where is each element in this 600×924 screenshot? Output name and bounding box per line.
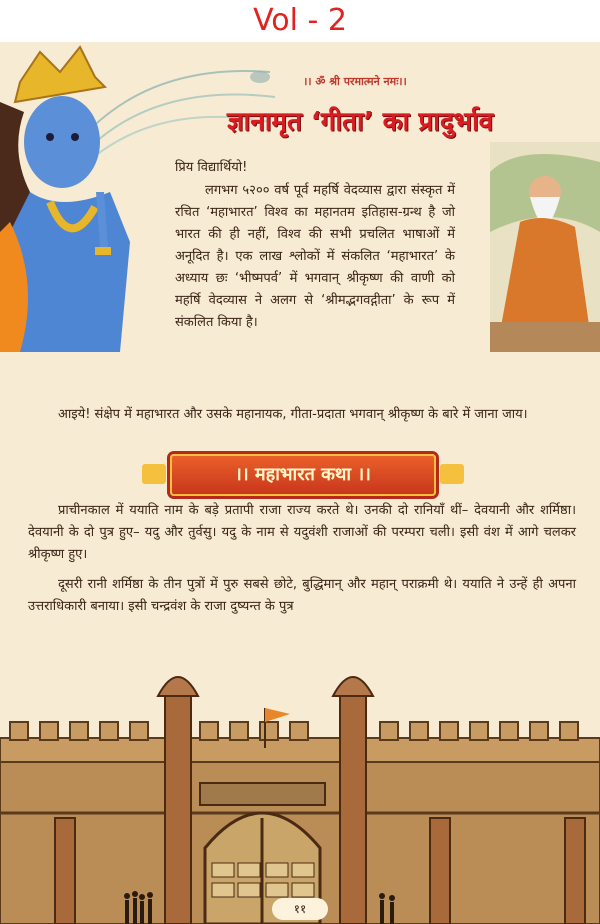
fort-gate-illustration [0, 638, 600, 924]
page-number: ११ [272, 898, 328, 920]
invitation-paragraph: आइये! संक्षेप में महाभारत और उसके महानायक, गीता-प्रदाता भगवान् श्रीकृष्ण के बारे में जाना जाय। [58, 407, 528, 422]
book-page [0, 42, 600, 924]
greeting: प्रिय विद्यार्थियो! [175, 160, 248, 175]
volume-label: Vol - 2 [253, 3, 347, 38]
intro-paragraph: लगभग ५२०० वर्ष पूर्व महर्षि वेदव्यास द्वारा संस्कृत में रचित ‘महाभारत’ विश्व का महानतम इतिहास-ग्रन्थ है जो भारत की ही नहीं, विश्व की सभी प्रचलित भाषाओं में अनूदित है। एक लाख श्लोकों में संकलित ‘महाभारत’ के अध्याय छः ‘भीष्मपर्व’ में भगवान् श्रीकृष्ण की वाणी को महर्षि वेदव्यास ने अलग से ‘श्रीमद्भगवद्गीता’ के रूप में संकलित किया है। [175, 183, 455, 330]
mantra-heading: ।। ॐ श्री परमात्मने नमः।। [303, 75, 407, 88]
section-heading-banner: ।। महाभारत कथा ।। [170, 454, 436, 496]
story-paragraph-2: दूसरी रानी शर्मिष्ठा के तीन पुत्रों में पुरु सबसे छोटे, बुद्धिमान् और महान् पराक्रमी थे। ययाति ने उन्हें ही अपना उत्तराधिकारी बनाया। इसी चन्द्रवंश के राजा दुष्यन्त के पुत्र [28, 577, 576, 614]
story-paragraph-1: प्राचीनकाल में ययाति नाम के बड़े प्रतापी राजा राज्य करते थे। उनकी दो रानियाँ थीं– देवयानी और शर्मिष्ठा। देवयानी के दो पुत्र हुए– यदु और तुर्वसु। यदु के नाम से यदुवंशी राजाओं की परम्परा चली। इसी वंश में आगे चलकर श्रीकृष्ण हुए। [28, 503, 576, 562]
page-title: ज्ञानामृत ‘गीता’ का प्रादुर्भाव [226, 107, 494, 137]
sage-vedvyas-illustration [490, 142, 600, 352]
